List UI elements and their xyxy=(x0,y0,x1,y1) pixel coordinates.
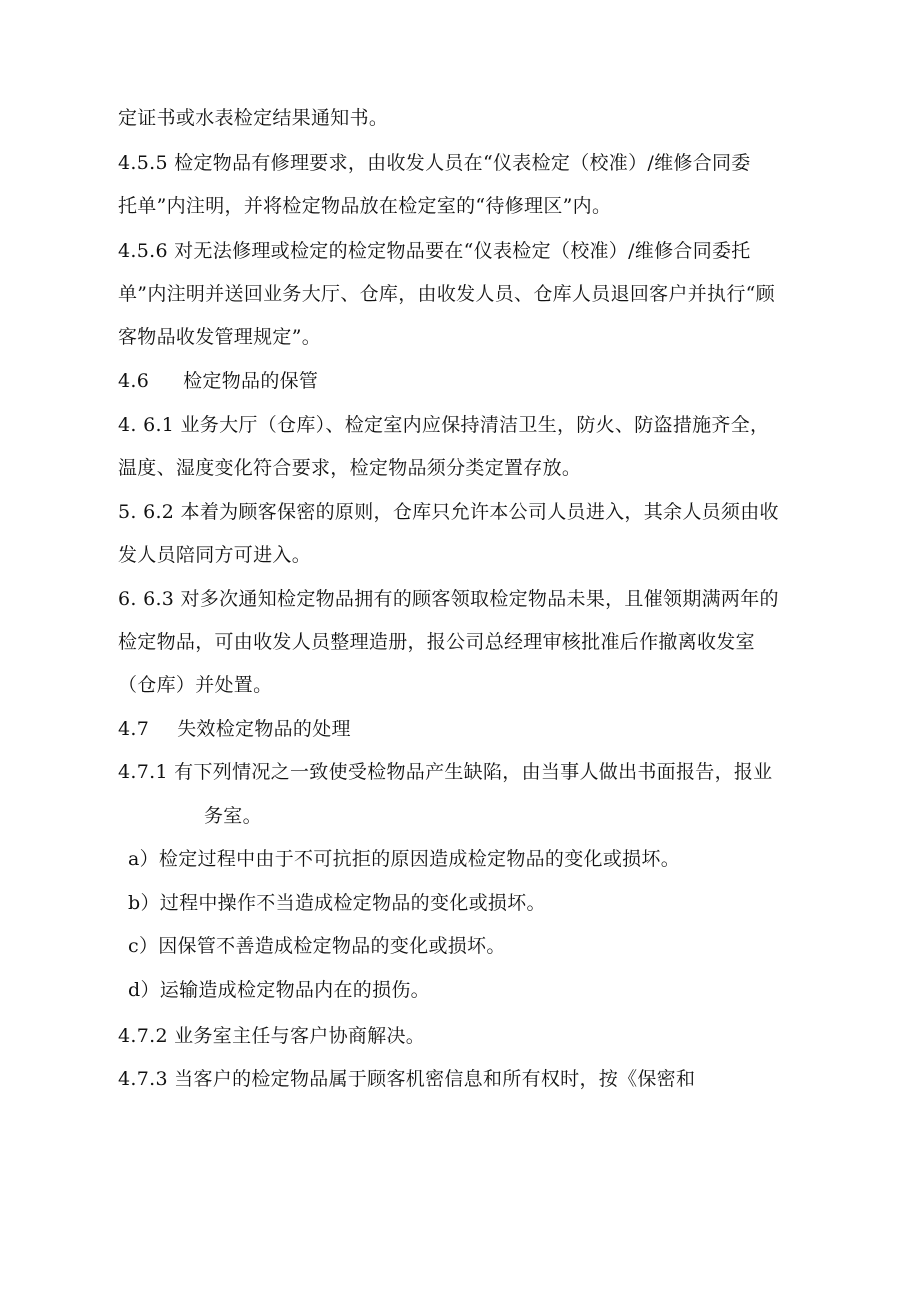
text-line: 发人员陪同方可进入。 xyxy=(118,544,312,566)
section-title: 失效检定物品的处理 xyxy=(177,718,351,740)
text-line: 4.5.6 对无法修理或检定的检定物品要在“仪表检定（校准）/维修合同委托 xyxy=(118,240,751,262)
text-line: 5. 6.2 本着为顾客保密的原则，仓库只允许本公司人员进入，其余人员须由收 xyxy=(118,501,779,523)
text-line: 4.7.3 当客户的检定物品属于顾客机密信息和所有权时，按《保密和 xyxy=(118,1068,696,1090)
section-number: 4.7 xyxy=(118,718,150,740)
text-line: 定证书或水表检定结果通知书。 xyxy=(118,107,389,129)
list-item: a）检定过程中由于不可抗拒的原因造成检定物品的变化或损坏。 xyxy=(128,848,681,870)
text-line: 4. 6.1 业务大厅（仓库）、检定室内应保持清洁卫生，防火、防盗措施齐全， xyxy=(118,414,770,436)
text-line: 4.7.1 有下列情况之一致使受检物品产生缺陷，由当事人做出书面报告，报业 xyxy=(118,761,773,783)
section-number: 4.6 xyxy=(118,370,150,392)
text-line: 务室。 xyxy=(204,805,262,827)
section-title: 检定物品的保管 xyxy=(183,370,319,392)
text-line: （仓库）并处置。 xyxy=(118,674,273,696)
list-item: d）运输造成检定物品内在的损伤。 xyxy=(128,979,430,1001)
text-line: 客物品收发管理规定”。 xyxy=(118,326,322,348)
text-line: 检定物品，可由收发人员整理造册，报公司总经理审核批准后作撤离收发室 xyxy=(118,631,755,653)
text-line: 温度、湿度变化符合要求，检定物品须分类定置存放。 xyxy=(118,457,582,479)
text-line: 单”内注明并送回业务大厅、仓库，由收发人员、仓库人员退回客户并执行“顾 xyxy=(118,283,775,305)
text-line: 4.7.2 业务室主任与客户协商解决。 xyxy=(118,1025,426,1047)
list-item: b）过程中操作不当造成检定物品的变化或损坏。 xyxy=(128,892,546,914)
text-line: 托单”内注明，并将检定物品放在检定室的“待修理区”内。 xyxy=(118,195,612,217)
text-line: 4.5.5 检定物品有修理要求，由收发人员在“仪表检定（校准）/维修合同委 xyxy=(118,152,751,174)
section-heading xyxy=(118,369,318,393)
text-line: 6. 6.3 对多次通知检定物品拥有的顾客领取检定物品未果，且催领期满两年的 xyxy=(118,588,779,610)
list-item: c）因保管不善造成检定物品的变化或损坏。 xyxy=(128,935,506,957)
section-heading xyxy=(118,717,351,741)
